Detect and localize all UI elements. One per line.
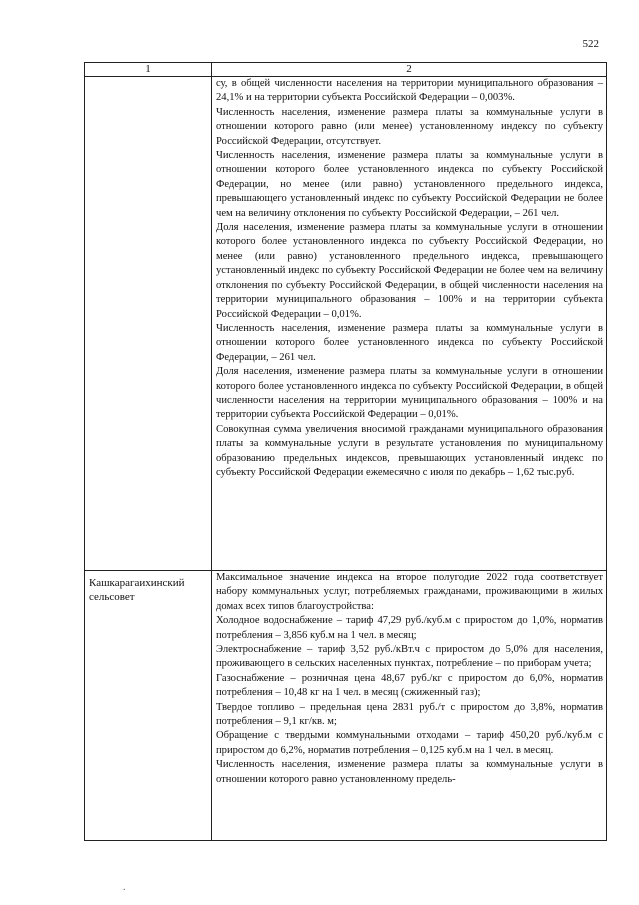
paragraph: Совокупная сумма увеличения вносимой гражданами муниципального образования платы за коммунальные услуги в результате установления по муниципальному образованию предельных индексов, превышающих установленный индекс по субъекту Российской Федерации ежемесячно с июля по декабрь – 1,62 тыс.руб. (216, 423, 603, 478)
paragraph: Максимальное значение индекса на второе полугодие 2022 года соответствует набору коммунальных услуг, потребляемых гражданами, проживающими в жилых домах всех типов благоустройства: (216, 572, 603, 612)
row1-col2 (212, 77, 607, 571)
paragraph: Обращение с твердыми коммунальными отходами – тариф 450,20 руб./куб.м с приростом до 6,2%, норматив потребления – 0,125 куб.м на 1 чел. в месяц. (216, 730, 603, 756)
paragraph: Численность населения, изменение размера платы за коммунальные услуги в отношении которого более установленного индекса по субъекту Российской Федерации, – 261 чел. (216, 322, 603, 363)
scan-mark: . (123, 882, 126, 893)
paragraph: Электроснабжение – тариф 3,52 руб./кВт.ч с приростом до 5,0% для населения, проживающего в сельских населенных пунктах, потребление – по приборам учета; (216, 644, 603, 670)
header-col-1: 1 (85, 63, 212, 77)
header-col-2: 2 (212, 63, 607, 77)
municipality-name: Кашкарагаихинский сельсовет (89, 577, 185, 603)
table-row (85, 77, 607, 571)
paragraph: су, в общей численности населения на территории муниципального образования – 24,1% и на территории субъекта Российской Федерации – 0,003%. (216, 78, 603, 104)
row2-col1 (85, 571, 212, 841)
page-number: 522 (582, 38, 599, 50)
main-table (84, 62, 607, 841)
paragraph: Доля населения, изменение размера платы за коммунальные услуги в отношении которого более установленного индекса по субъекту Российской Федерации, в общей численности населения на территории муниципального образования – 100% и на территории субъекта Российской Федерации – 0,01%. (216, 366, 603, 421)
paragraph: Доля населения, изменение размера платы за коммунальные услуги в отношении которого более установленного индекса по субъекту Российской Федерации, но менее (или равно) установленного предельного индекса, превышающего установленный индекс по субъекту Российской Федерации не более чем на величину отклонения по субъекту Российской Федерации, в общей численности населения на территории муниципального образования – 100% и на территории субъекта Российской Федерации – 0,01%. (216, 222, 603, 320)
paragraph: Численность населения, изменение размера платы за коммунальные услуги в отношении которого равно установленному предель- (216, 759, 603, 785)
paragraph: Численность населения, изменение размера платы за коммунальные услуги в отношении которого более установленного индекса по субъекту Российской Федерации, но менее (или равно) установленного предельного индекса, превышающего установленный индекс по субъекту Российской Федерации не более чем на величину отклонения по субъекту Российской Федерации, – 261 чел. (216, 150, 603, 219)
paragraph: Твердое топливо – предельная цена 2831 руб./т с приростом до 3,8%, норматив потребления – 9,1 кг/кв. м; (216, 701, 603, 728)
row1-col1 (85, 77, 212, 571)
paragraph: Газоснабжение – розничная цена 48,67 руб./кг с приростом до 6,0%, норматив потребления – 10,48 кг на 1 чел. в месяц (сжиженный газ); (216, 672, 603, 699)
table-row (85, 571, 607, 841)
header-row (85, 63, 607, 77)
paragraph: Холодное водоснабжение – тариф 47,29 руб./куб.м с приростом до 1,0%, норматив потребления – 3,856 куб.м на 1 чел. в месяц; (216, 615, 603, 641)
paragraph: Численность населения, изменение размера платы за коммунальные услуги в отношении которого равно (или менее) установленному индексу по субъекту Российской Федерации, отсутствует. (216, 106, 603, 147)
row2-col2 (212, 571, 607, 841)
